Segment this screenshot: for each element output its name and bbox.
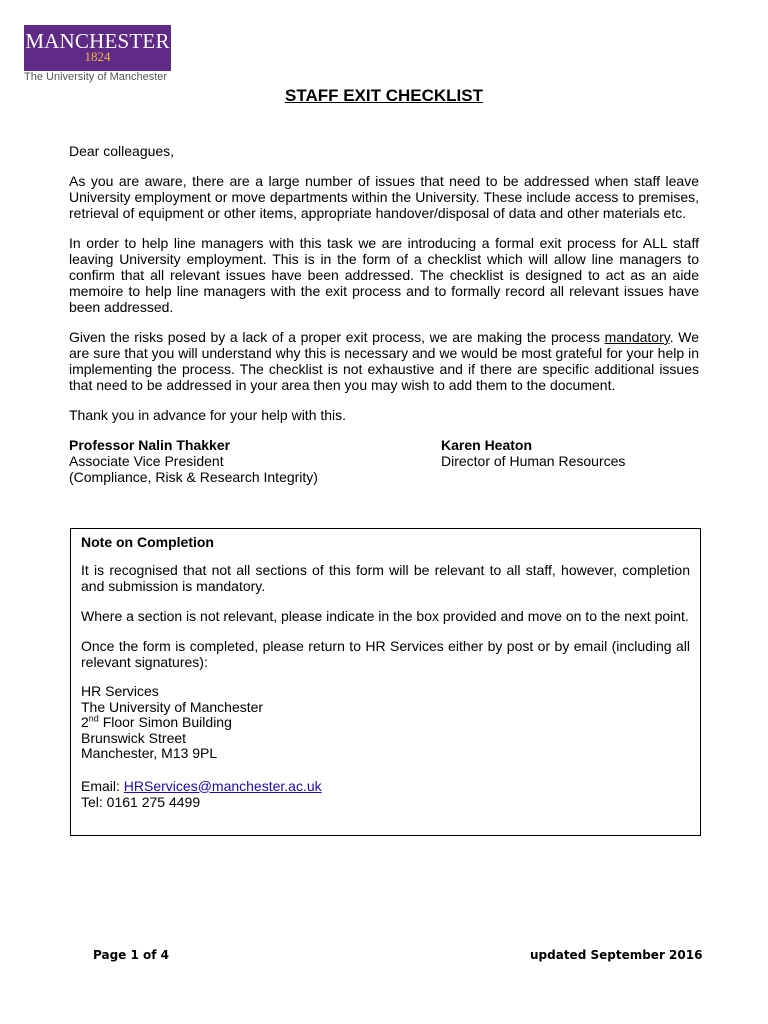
completion-note-box xyxy=(70,528,701,836)
logo-subtitle: The University of Manchester xyxy=(24,71,168,83)
note-heading: Note on Completion xyxy=(81,534,214,550)
email-label: Email: xyxy=(81,777,124,794)
note-paragraph-3: Once the form is completed, please return to HR Services either by post or by email (including all relevant signatures): xyxy=(81,638,690,670)
logo-year: 1824 xyxy=(84,49,111,64)
address-line: The University of Manchester xyxy=(81,698,264,715)
signatory-role: Associate Vice President xyxy=(69,453,224,469)
thanks-line: Thank you in advance for your help with this. xyxy=(69,407,347,423)
letter-paragraph-2: In order to help line managers with this task we are introducing a formal exit process for ALL staff leaving University employment. This is in the form of a checklist which will allow line managers to confirm that all relevant issues have been addressed. The checklist is designed to act as an aide memoire to help line managers with the exit process and to formally record all relevant issues have been addressed. xyxy=(69,235,699,315)
page-number: Page 1 of 4 xyxy=(93,948,169,962)
university-logo xyxy=(24,25,171,71)
signatory-role-detail: (Compliance, Risk & Research Integrity) xyxy=(69,469,318,485)
address-line-floor xyxy=(81,715,690,731)
address-line: Brunswick Street xyxy=(81,729,187,746)
p3-before: Given the risks posed by a lack of a proper exit process, we are making the process xyxy=(69,329,605,345)
letter-body xyxy=(69,143,699,487)
postal-address xyxy=(81,684,690,762)
email-link[interactable]: HRServices@manchester.ac.uk xyxy=(123,777,322,794)
signatory-name: Professor Nalin Thakker xyxy=(69,437,231,453)
floor-rest: Floor Simon Building xyxy=(98,714,232,730)
p3-after: . We are sure that you will understand why this is necessary and we would be most grateful for your help in implementing the process. The checklist is not exhaustive and if there are specific additional issues that need to be addressed in your area then you may wish to add them to the document. xyxy=(69,329,699,393)
signatory-left xyxy=(69,437,318,485)
letter-paragraph-3 xyxy=(69,329,699,393)
email-line xyxy=(81,778,690,794)
note-paragraph-2: Where a section is not relevant, please indicate in the box provided and move on to the next point. xyxy=(81,608,689,624)
page-title: STAFF EXIT CHECKLIST xyxy=(284,86,483,105)
letter-paragraph-1: As you are aware, there are a large number of issues that need to be addressed when staff leave University employment or move departments within the University. These include access to premises, retrieval of equipment or other items, appropriate handover/disposal of data and other materials etc. xyxy=(69,173,699,221)
telephone-line: Tel: 0161 275 4499 xyxy=(81,793,201,810)
logo-name: MANCHESTER xyxy=(25,29,170,53)
signatory-role: Director of Human Resources xyxy=(441,453,626,469)
signatory-right xyxy=(441,437,625,469)
note-paragraph-1: It is recognised that not all sections of this form will be relevant to all staff, however, completion and submission is mandatory. xyxy=(81,562,690,594)
updated-date: updated September 2016 xyxy=(530,948,703,962)
floor-ordinal: nd xyxy=(88,713,99,724)
signatory-name: Karen Heaton xyxy=(441,437,533,453)
salutation: Dear colleagues, xyxy=(69,143,175,159)
address-line: Manchester, M13 9PL xyxy=(81,745,218,761)
floor-number: 2 xyxy=(81,714,89,730)
mandatory-emphasis: mandatory xyxy=(604,329,670,345)
address-line: HR Services xyxy=(81,683,159,699)
signature-block xyxy=(69,437,699,487)
